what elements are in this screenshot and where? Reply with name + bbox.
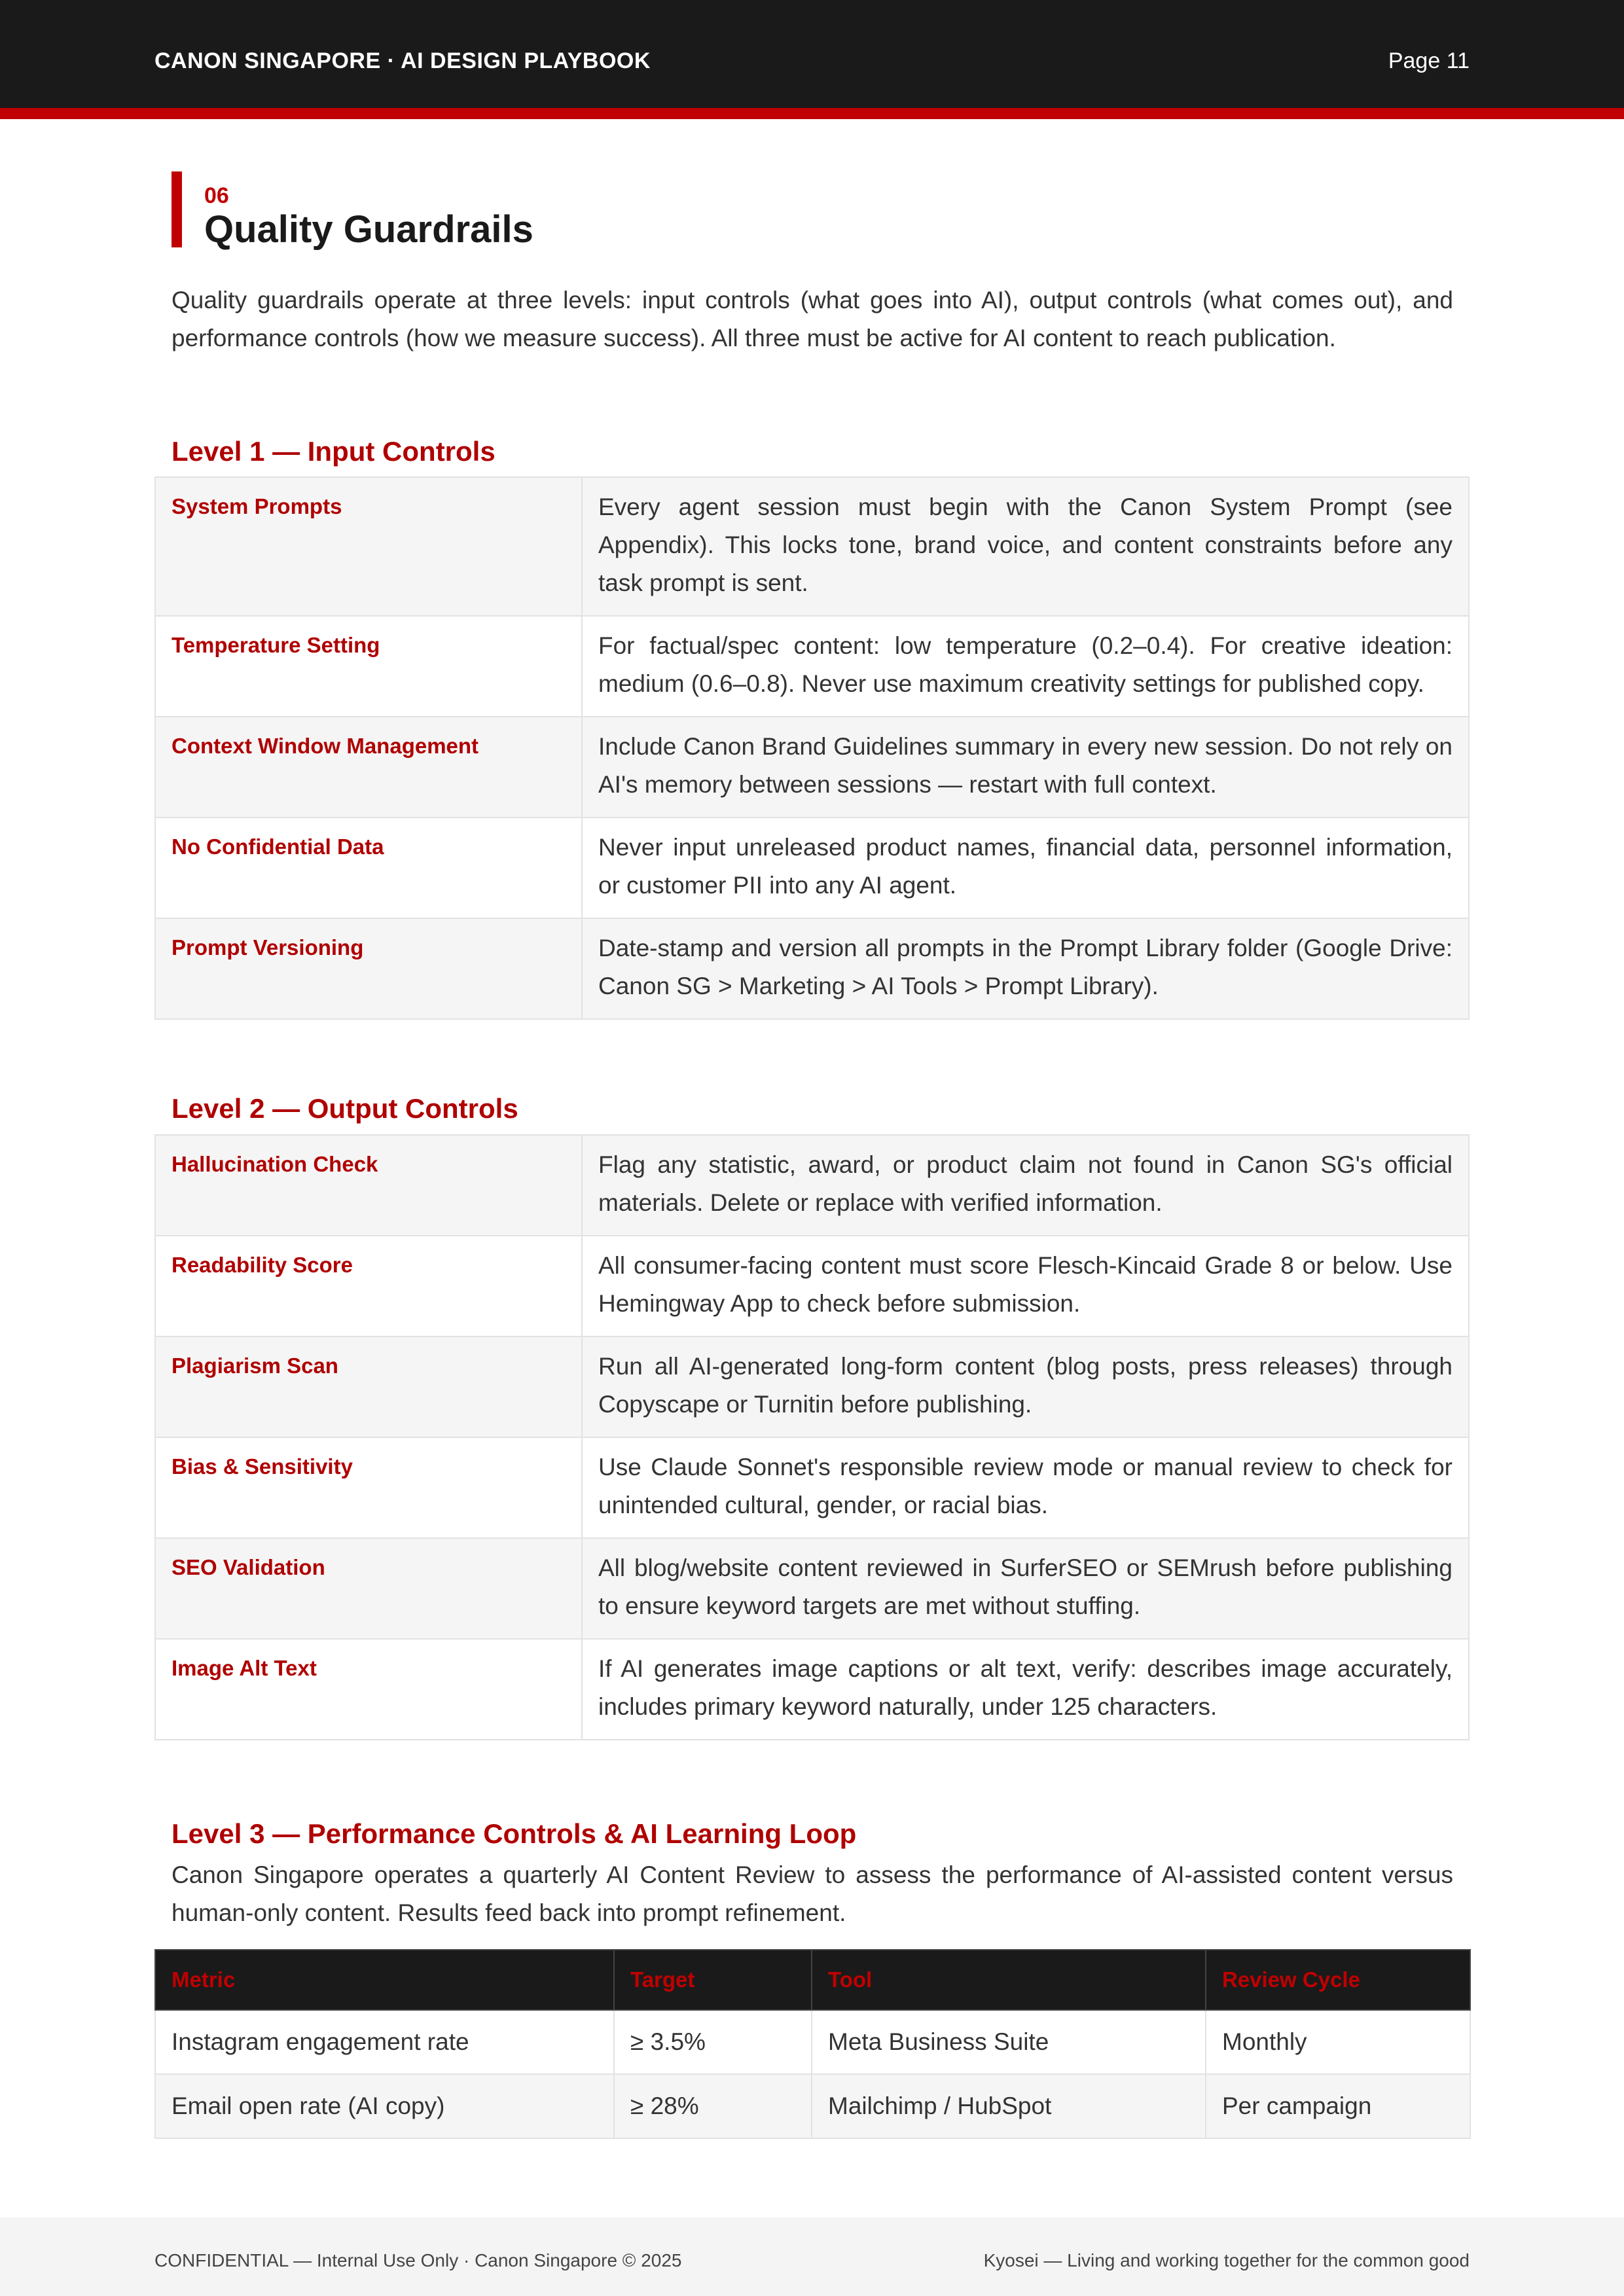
control-text: If AI generates image captions or alt text, verify: describes image accurately, includes primary keyword naturally, under 125 characters. bbox=[582, 1639, 1469, 1740]
column-header-target: Target bbox=[614, 1950, 812, 2010]
level3-title: Level 3 — Performance Controls & AI Learning Loop bbox=[171, 1818, 857, 1849]
table-row bbox=[155, 477, 1469, 616]
control-text: For factual/spec content: low temperature (0.2–0.4). For creative ideation: medium (0.6–0.8). Never use maximum creativity settings for published copy. bbox=[582, 616, 1469, 717]
table-row bbox=[155, 918, 1469, 1019]
page-footer bbox=[0, 2217, 1624, 2296]
target-cell: ≥ 3.5% bbox=[614, 2010, 812, 2074]
column-header-tool: Tool bbox=[812, 1950, 1206, 2010]
metrics-header-row bbox=[155, 1950, 1470, 2010]
section-intro: Quality guardrails operate at three levels: input controls (what goes into AI), output controls (what comes out), and performance controls (how we measure success). All three must be active for AI content to reach publication. bbox=[171, 287, 1453, 351]
metric-cell: Instagram engagement rate bbox=[155, 2010, 614, 2074]
table-row bbox=[155, 1135, 1469, 1236]
control-text: All consumer-facing content must score Flesch-Kincaid Grade 8 or below. Use Hemingway App to check before submission. bbox=[582, 1236, 1469, 1336]
target-cell: ≥ 28% bbox=[614, 2074, 812, 2138]
table-row bbox=[155, 2010, 1470, 2074]
control-text: Use Claude Sonnet's responsible review mode or manual review to check for unintended cultural, gender, or racial bias. bbox=[582, 1437, 1469, 1538]
level1-title: Level 1 — Input Controls bbox=[171, 436, 496, 467]
tool-cell: Mailchimp / HubSpot bbox=[812, 2074, 1206, 2138]
column-header-metric: Metric bbox=[155, 1950, 614, 2010]
table-row bbox=[155, 717, 1469, 817]
level2-title: Level 2 — Output Controls bbox=[171, 1093, 518, 1124]
control-label: Prompt Versioning bbox=[155, 918, 582, 1019]
control-text: All blog/website content reviewed in SurferSEO or SEMrush before publishing to ensure keyword targets are met without stuffing. bbox=[582, 1538, 1469, 1639]
section-number: 06 bbox=[204, 183, 229, 208]
section-heading bbox=[171, 171, 533, 251]
footer-tagline: Kyosei — Living and working together for the common good bbox=[983, 2250, 1470, 2270]
table-row bbox=[155, 1538, 1469, 1639]
table-row bbox=[155, 616, 1469, 717]
header-brand: CANON SINGAPORE · AI DESIGN PLAYBOOK bbox=[154, 48, 651, 73]
table-row bbox=[155, 2074, 1470, 2138]
control-label: System Prompts bbox=[155, 477, 582, 616]
page-header bbox=[0, 0, 1624, 119]
input-controls-table bbox=[154, 476, 1470, 1020]
control-label: Bias & Sensitivity bbox=[155, 1437, 582, 1538]
level3-intro: Canon Singapore operates a quarterly AI Content Review to assess the performance of AI-assisted content versus human-only content. Results feed back into prompt refinement. bbox=[171, 1861, 1453, 1926]
page-number: Page 11 bbox=[1388, 48, 1470, 73]
control-text: Every agent session must begin with the Canon System Prompt (see Appendix). This locks tone, brand voice, and content constraints before any task prompt is sent. bbox=[582, 477, 1469, 616]
review-cycle-cell: Per campaign bbox=[1206, 2074, 1470, 2138]
table-row bbox=[155, 1437, 1469, 1538]
section-title: Quality Guardrails bbox=[204, 208, 533, 251]
control-label: Plagiarism Scan bbox=[155, 1336, 582, 1437]
control-label: Context Window Management bbox=[155, 717, 582, 817]
metrics-table bbox=[154, 1949, 1471, 2139]
control-text: Include Canon Brand Guidelines summary in every new session. Do not rely on AI's memory between sessions — restart with full context. bbox=[582, 717, 1469, 817]
control-text: Never input unreleased product names, financial data, personnel information, or customer PII into any AI agent. bbox=[582, 817, 1469, 918]
table-row bbox=[155, 1236, 1469, 1336]
tool-cell: Meta Business Suite bbox=[812, 2010, 1206, 2074]
table-row bbox=[155, 817, 1469, 918]
control-text: Date-stamp and version all prompts in the Prompt Library folder (Google Drive: Canon SG > Marketing > AI Tools > Prompt Library). bbox=[582, 918, 1469, 1019]
control-text: Flag any statistic, award, or product claim not found in Canon SG's official materials. Delete or replace with verified information. bbox=[582, 1135, 1469, 1236]
metric-cell: Email open rate (AI copy) bbox=[155, 2074, 614, 2138]
control-text: Run all AI-generated long-form content (blog posts, press releases) through Copyscape or Turnitin before publishing. bbox=[582, 1336, 1469, 1437]
control-label: SEO Validation bbox=[155, 1538, 582, 1639]
table-row bbox=[155, 1336, 1469, 1437]
control-label: No Confidential Data bbox=[155, 817, 582, 918]
output-controls-table bbox=[154, 1134, 1470, 1740]
control-label: Hallucination Check bbox=[155, 1135, 582, 1236]
control-label: Temperature Setting bbox=[155, 616, 582, 717]
control-label: Readability Score bbox=[155, 1236, 582, 1336]
control-label: Image Alt Text bbox=[155, 1639, 582, 1740]
column-header-review-cycle: Review Cycle bbox=[1206, 1950, 1470, 2010]
table-row bbox=[155, 1639, 1469, 1740]
review-cycle-cell: Monthly bbox=[1206, 2010, 1470, 2074]
footer-confidential: CONFIDENTIAL — Internal Use Only · Canon Singapore © 2025 bbox=[154, 2250, 682, 2270]
